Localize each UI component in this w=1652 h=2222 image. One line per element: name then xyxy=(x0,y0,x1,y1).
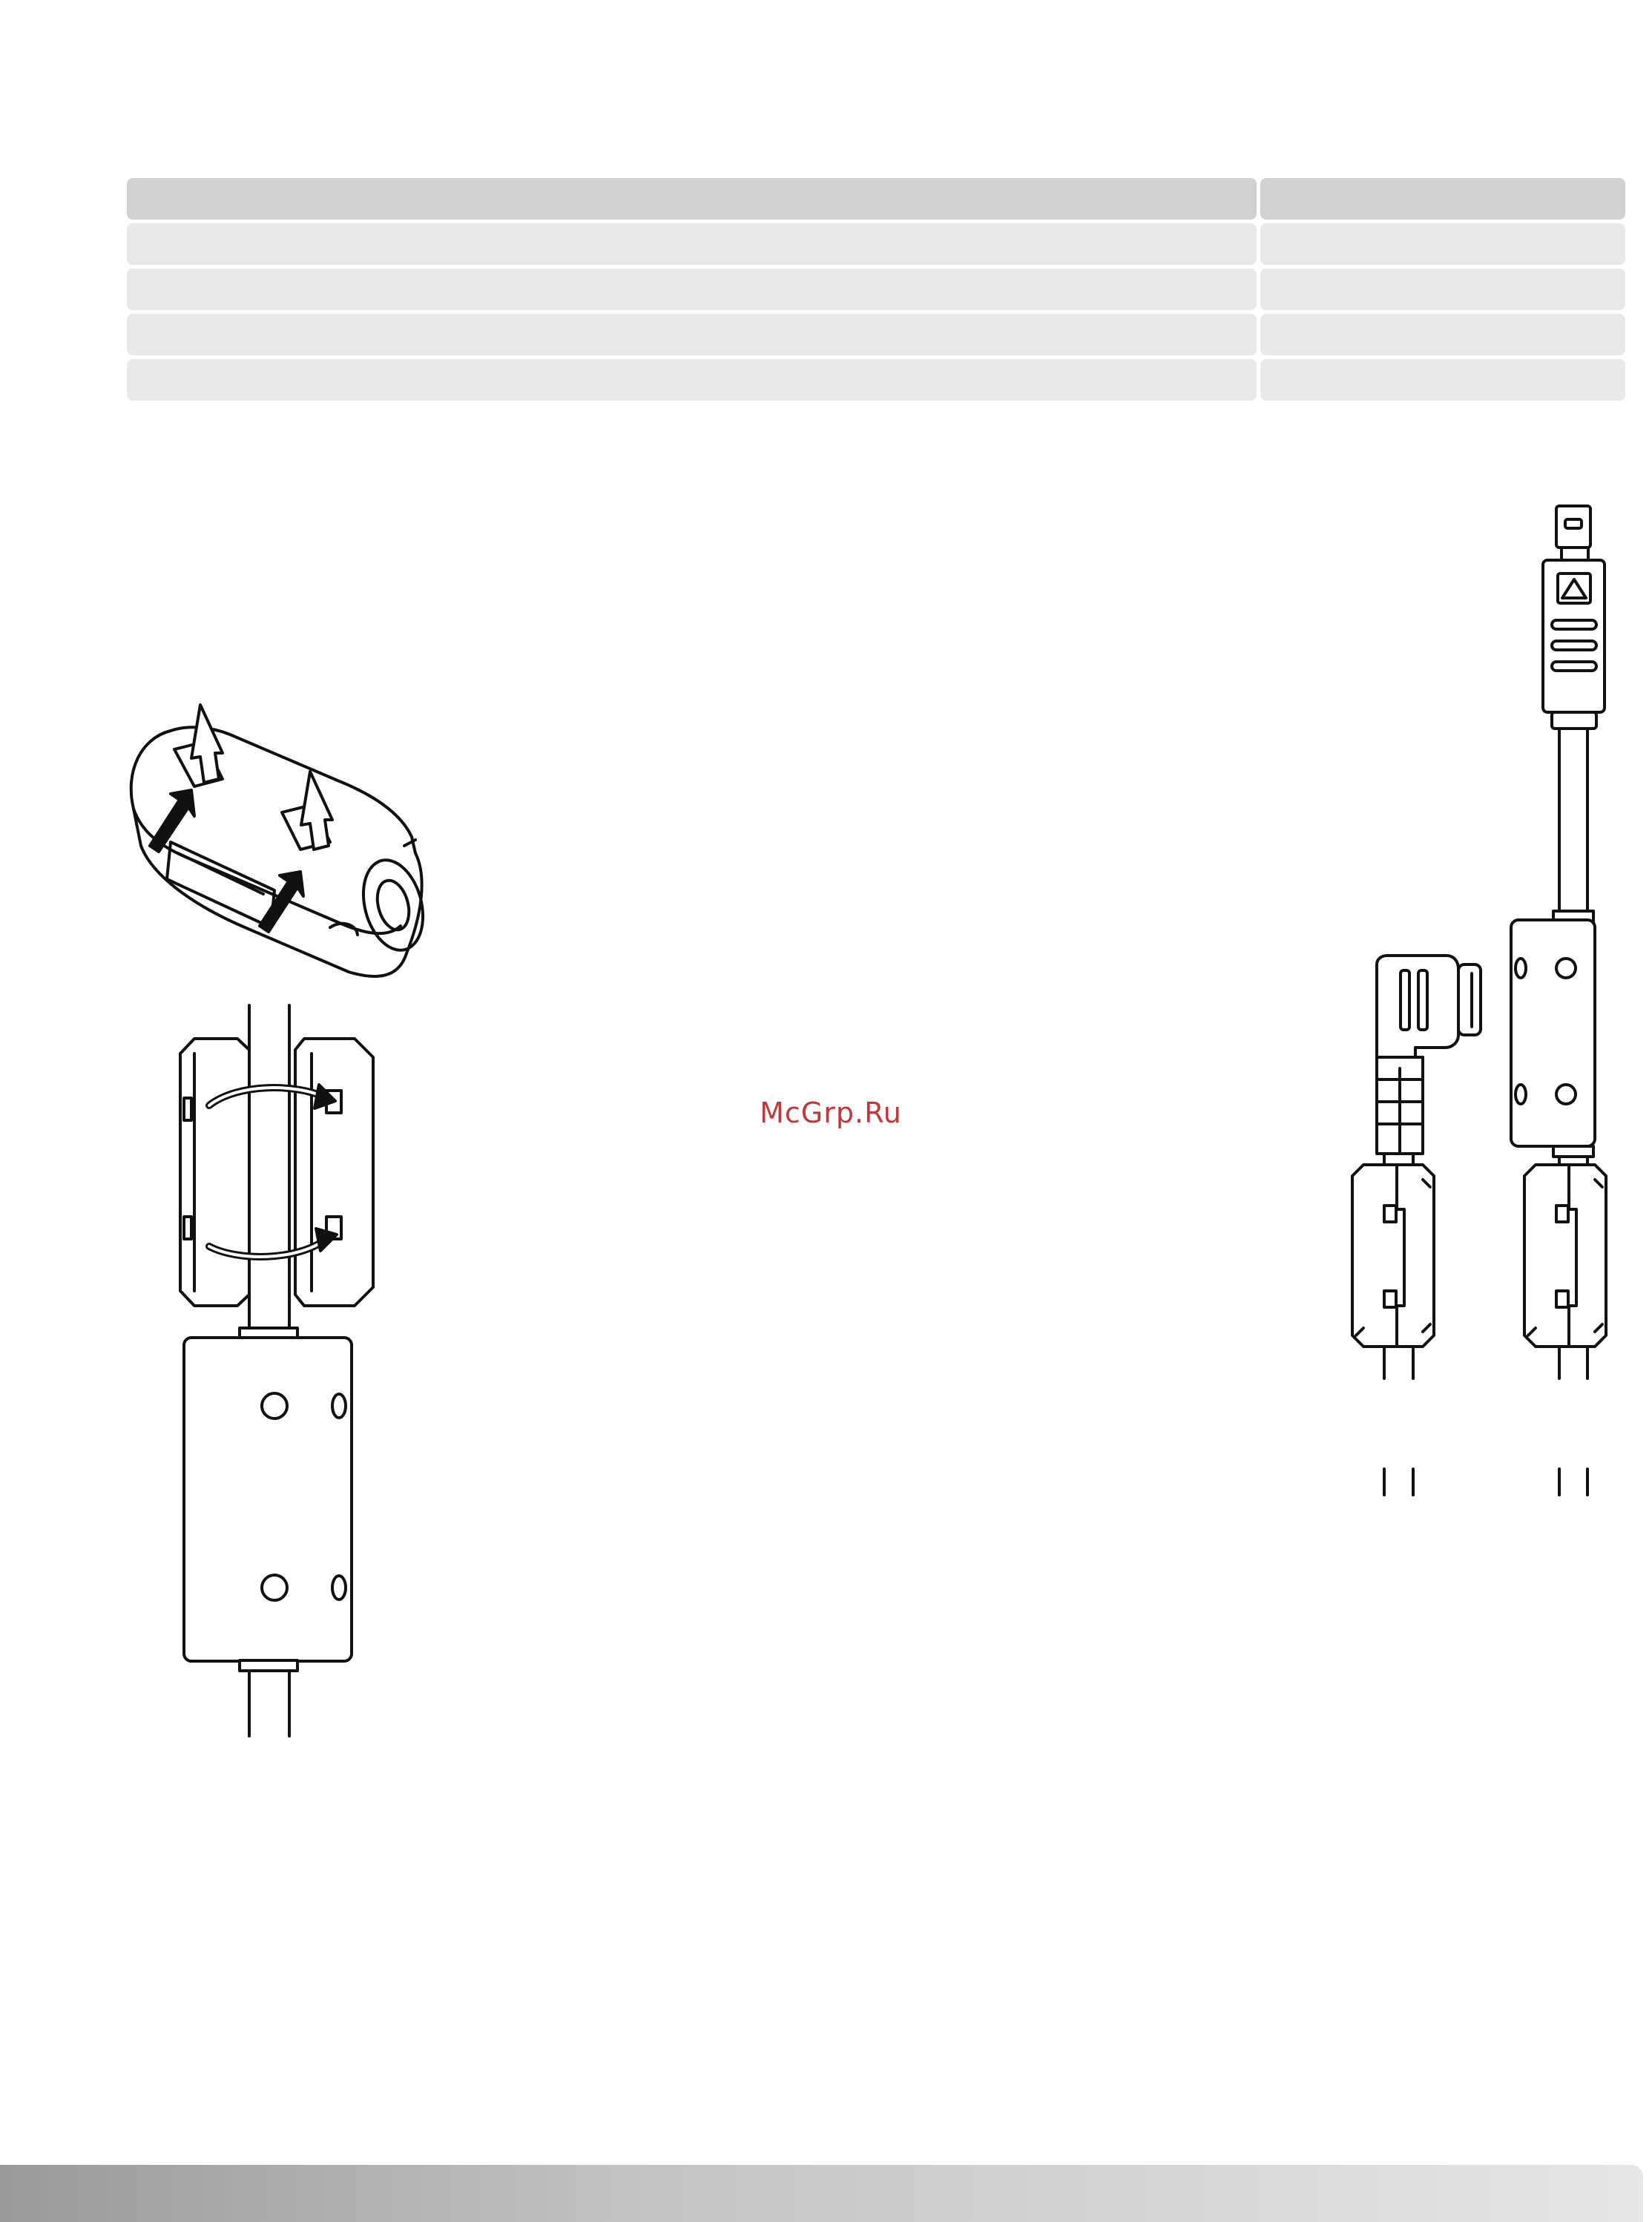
watermark-text: McGrp.Ru xyxy=(760,1097,902,1129)
footer-bar xyxy=(0,2165,1643,2222)
